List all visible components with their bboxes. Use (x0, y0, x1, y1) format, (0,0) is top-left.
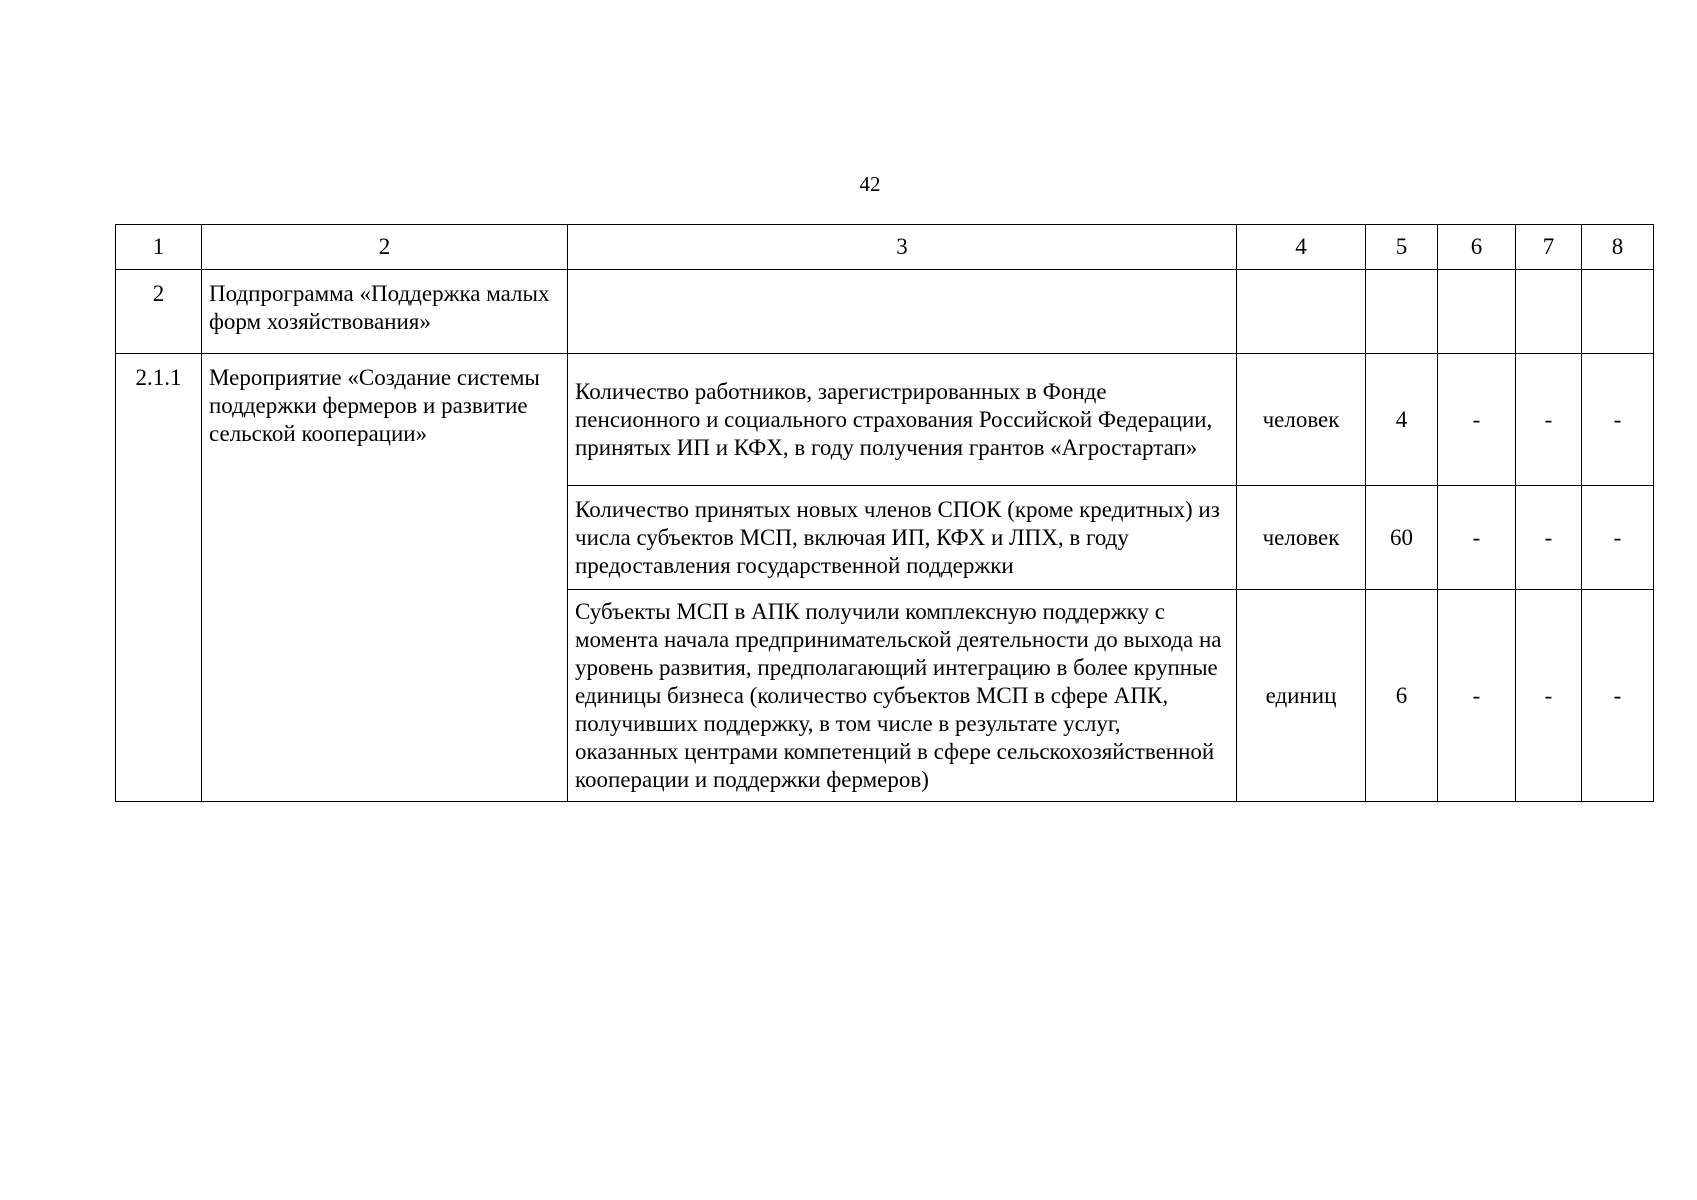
column-number-cell: 3 (568, 225, 1237, 270)
column-number-cell: 4 (1237, 225, 1366, 270)
column-number-row (116, 225, 1654, 270)
indicator-value-col8: - (1582, 354, 1654, 486)
measure-number: 2.1.1 (116, 354, 202, 802)
subprogram-row (116, 270, 1654, 354)
indicator-value-col7: - (1516, 590, 1582, 802)
empty-cell (568, 270, 1237, 354)
indicator-value-col5: 6 (1366, 590, 1438, 802)
indicator-value-col6: - (1438, 486, 1516, 590)
empty-cell (1237, 270, 1366, 354)
indicator-unit: человек (1237, 486, 1366, 590)
indicator-text: Количество работников, зарегистрированных в Фонде пенсионного и социального страхования Российской Федерации, принятых ИП и КФХ, в году получения грантов «Агростартап» (568, 354, 1237, 486)
indicator-unit: единиц (1237, 590, 1366, 802)
indicator-value-col8: - (1582, 590, 1654, 802)
indicator-value-col6: - (1438, 354, 1516, 486)
measure-name: Мероприятие «Создание системы поддержки фермеров и развитие сельской кооперации» (202, 354, 568, 802)
empty-cell (1366, 270, 1438, 354)
empty-cell (1438, 270, 1516, 354)
page-number: 42 (859, 172, 881, 196)
column-number-cell: 5 (1366, 225, 1438, 270)
column-number-cell: 8 (1582, 225, 1654, 270)
indicator-unit: человек (1237, 354, 1366, 486)
indicator-value-col8: - (1582, 486, 1654, 590)
indicator-value-col6: - (1438, 590, 1516, 802)
indicator-value-col7: - (1516, 354, 1582, 486)
indicator-value-col5: 4 (1366, 354, 1438, 486)
empty-cell (1516, 270, 1582, 354)
indicator-text: Субъекты МСП в АПК получили комплексную поддержку с момента начала предпринимательской деятельности до выхода на уровень развития, предполагающий интеграцию в более крупные единицы бизнеса (количество субъектов МСП в сфере АПК, получивших поддержку, в том числе в результате услуг, оказанных центрами компетенций в сфере сельскохозяйственной кооперации и поддержки фермеров) (568, 590, 1237, 802)
column-number-cell: 7 (1516, 225, 1582, 270)
subprogram-number: 2 (116, 270, 202, 354)
column-number-cell: 1 (116, 225, 202, 270)
subprogram-name: Подпрограмма «Поддержка малых форм хозяйствования» (202, 270, 568, 354)
column-number-cell: 6 (1438, 225, 1516, 270)
empty-cell (1582, 270, 1654, 354)
column-number-cell: 2 (202, 225, 568, 270)
indicator-value-col7: - (1516, 486, 1582, 590)
indicator-text: Количество принятых новых членов СПОК (кроме кредитных) из числа субъектов МСП, включая ИП, КФХ и ЛПХ, в году предоставления государственной поддержки (568, 486, 1237, 590)
indicator-row (116, 354, 1654, 486)
indicators-table (115, 224, 1654, 802)
indicator-value-col5: 60 (1366, 486, 1438, 590)
